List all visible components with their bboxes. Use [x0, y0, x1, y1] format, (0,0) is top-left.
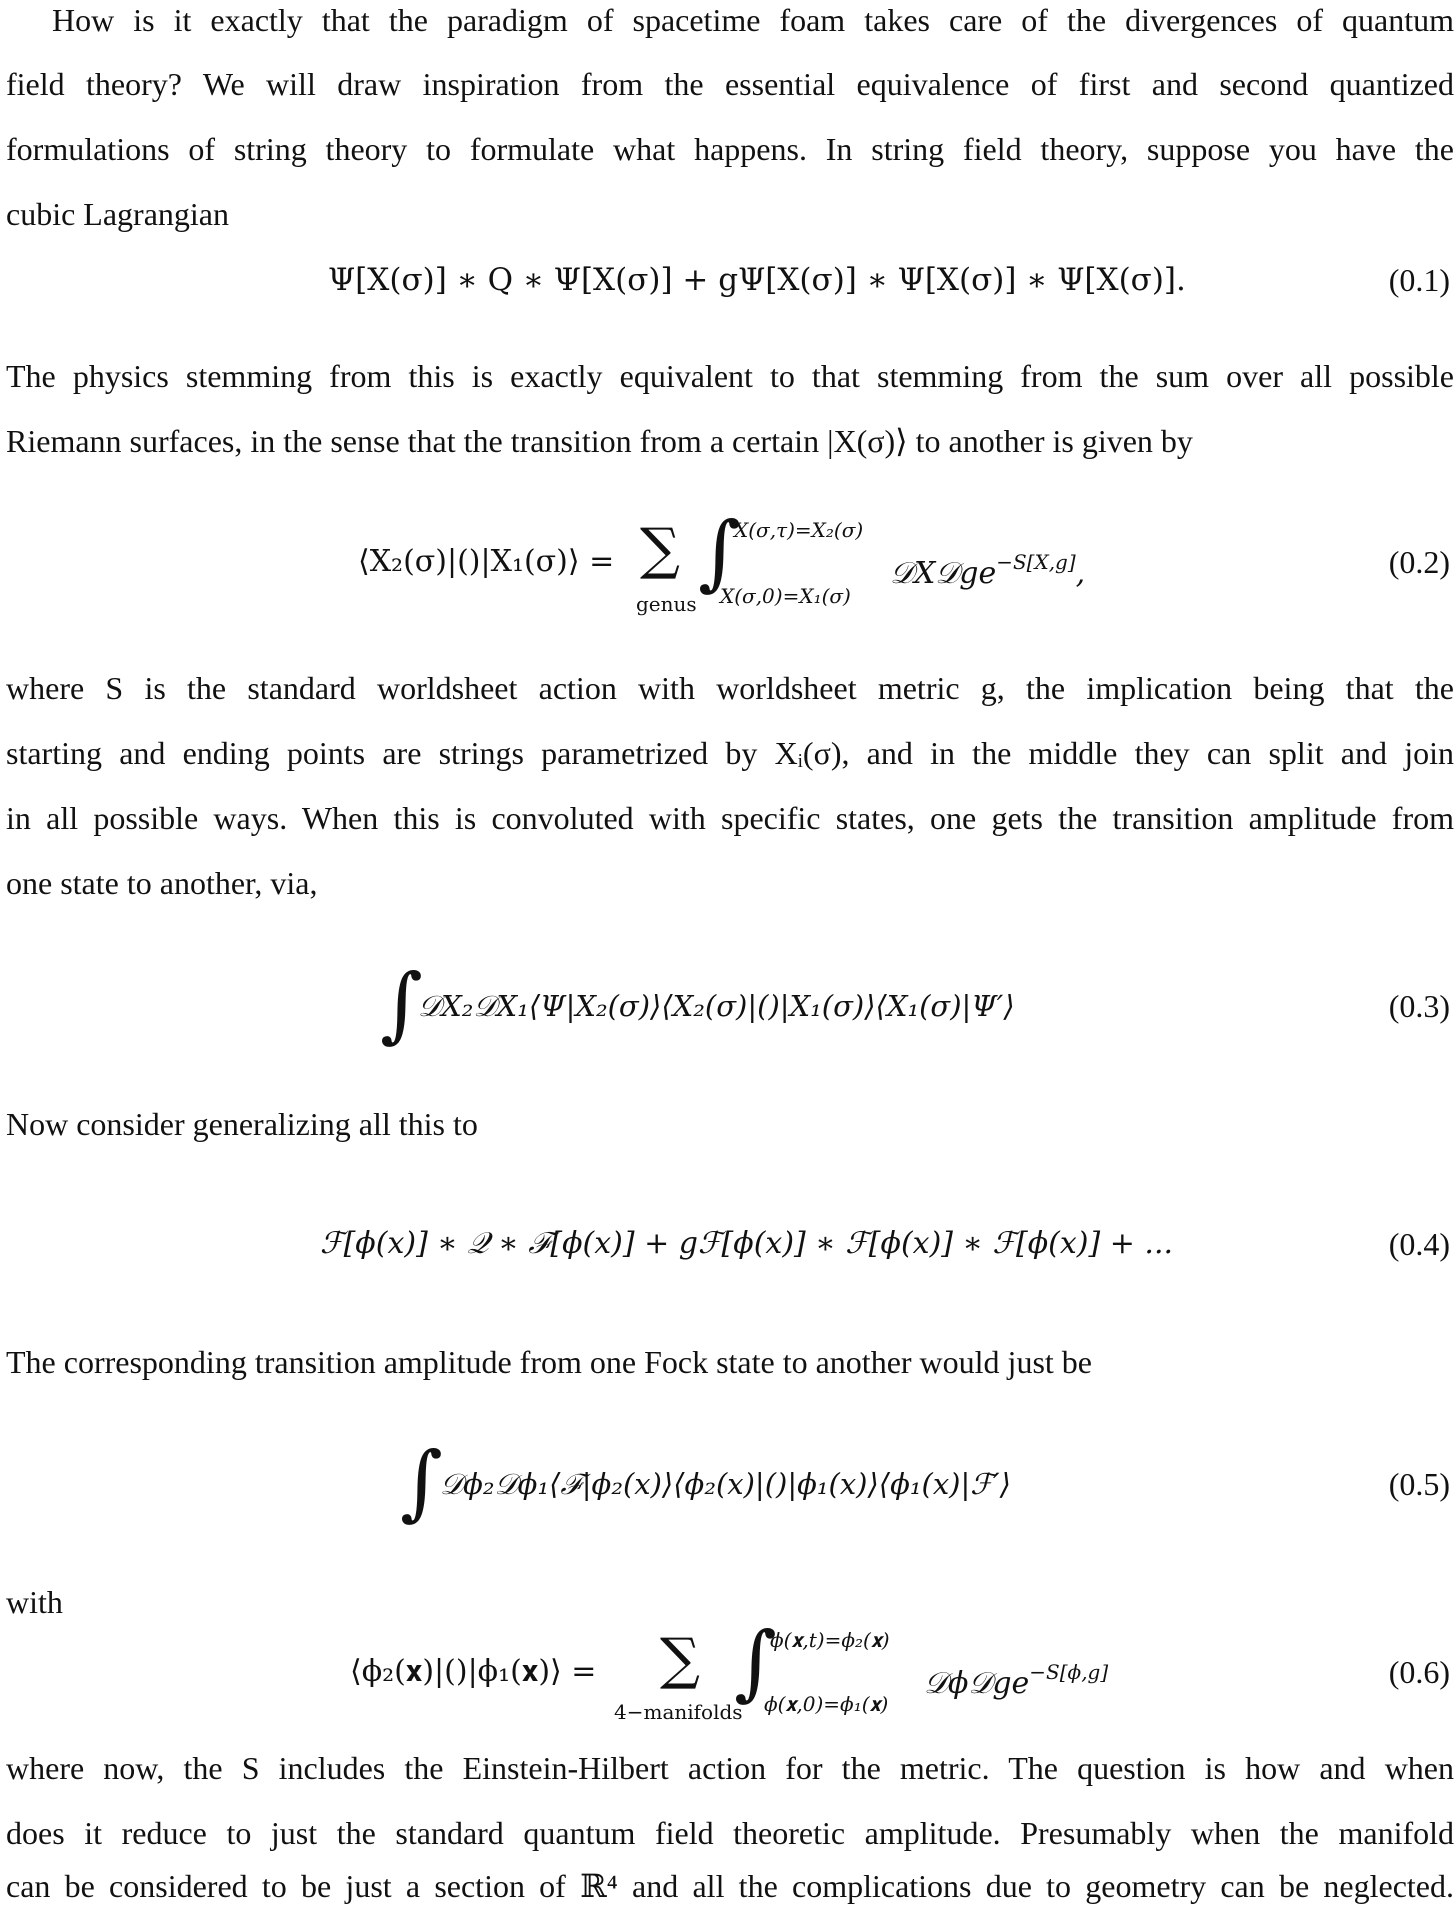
integral-symbol: ∫ [400, 1435, 443, 1530]
text-line-content: cubic Lagrangian [6, 196, 229, 232]
sum-symbol: ∑ [640, 517, 680, 582]
text-line [6, 668, 1454, 708]
text-line-content: Riemann surfaces, in the sense that the transition from a certain |X(σ)⟩ to another is given by [6, 423, 1193, 459]
text-line-content: where S is the standard worldsheet action with worldsheet metric g, the implication being that the [6, 670, 1454, 706]
equation-number: (0.1) [1388, 262, 1450, 298]
equation-number: (0.6) [1388, 1654, 1450, 1690]
text-line [6, 863, 1454, 903]
equation-number: (0.2) [1388, 544, 1450, 580]
integral-upper-limit: X(σ,τ)=X₂(σ) [734, 518, 864, 542]
text-line-content: one state to another, via, [6, 865, 318, 901]
text-line [52, 0, 1454, 40]
integrand-exponent: −S[ϕ,g] [1029, 1660, 1109, 1684]
equation-number: (0.3) [1388, 988, 1450, 1024]
integral-lower-limit: X(σ,0)=X₁(σ) [720, 584, 851, 608]
text-line-content: The corresponding transition amplitude from one Fock state to another would just be [6, 1344, 1092, 1380]
text-line [6, 798, 1454, 838]
sum-subscript: genus [636, 592, 697, 616]
integrand-body: 𝒟ϕ𝒟ge [924, 1666, 1030, 1701]
equation-number: (0.5) [1388, 1466, 1450, 1502]
equation-body: 𝒟ϕ₂𝒟ϕ₁⟨ℱ|ϕ₂(x)⟩⟨ϕ₂(x)|()|ϕ₁(x)⟩⟨ϕ₁(x)|ℱ′⟩ [440, 1467, 1011, 1501]
integral-lower-limit: ϕ(𝐱,0)=ϕ₁(𝐱) [764, 1692, 889, 1716]
text-line [6, 1813, 1454, 1853]
integrand-tail: , [1075, 556, 1086, 591]
text-line [6, 1748, 1454, 1788]
text-line [6, 64, 1454, 104]
text-line-content: How is it exactly that the paradigm of spacetime foam takes care of the divergences of quantum [52, 2, 1454, 38]
paragraph-5 [6, 1342, 1454, 1382]
text-line-content: does it reduce to just the standard quantum field theoretic amplitude. Presumably when the manifold [6, 1815, 1454, 1851]
text-line-content: with [6, 1584, 63, 1620]
integral-symbol: ∫ [380, 957, 423, 1052]
integral-upper-limit: ϕ(𝐱,t)=ϕ₂(𝐱) [770, 1628, 890, 1652]
text-line [6, 733, 1454, 773]
integral-symbol: ∫ [698, 505, 741, 600]
integrand-exponent: −S[X,g] [996, 550, 1076, 574]
equation-integrand [890, 540, 1085, 596]
sum-subscript: 4−manifolds [614, 1700, 743, 1724]
equation-lhs: ⟨X₂(σ)|()|X₁(σ)⟩ = [358, 544, 615, 579]
text-line-content: where now, the S includes the Einstein-Hilbert action for the metric. The question is how and when [6, 1750, 1454, 1786]
paragraph-6 [6, 1582, 1454, 1622]
text-line-content: The physics stemming from this is exactly equivalent to that stemming from the sum over all possible [6, 358, 1454, 394]
text-line-content: field theory? We will draw inspiration from the essential equivalence of first and second quantized [6, 66, 1454, 102]
equation-integrand [924, 1650, 1108, 1706]
text-line [6, 356, 1454, 396]
text-line-content: starting and ending points are strings parametrized by Xᵢ(σ), and in the middle they can split and join [6, 735, 1454, 771]
text-line-content: can be considered to be just a section of ℝ⁴ and all the complications due to geometry can be neglected. [6, 1868, 1454, 1904]
equation-body: 𝒟X₂𝒟X₁⟨Ψ|X₂(σ)⟩⟨X₂(σ)|()|X₁(σ)⟩⟨X₁(σ)|Ψ′⟩ [418, 989, 1015, 1023]
equation-body: Ψ[X(σ)] ∗ Q ∗ Ψ[X(σ)] + gΨ[X(σ)] ∗ Ψ[X(σ)] ∗ Ψ[X(σ)]. [328, 262, 1186, 298]
sum-symbol: ∑ [660, 1627, 700, 1692]
integral-symbol: ∫ [734, 1615, 777, 1710]
equation-number: (0.4) [1388, 1226, 1450, 1262]
text-line [6, 421, 1454, 461]
text-line [6, 129, 1454, 169]
text-line [6, 1866, 1454, 1906]
text-line-content: formulations of string theory to formulate what happens. In string field theory, suppose you have the [6, 131, 1454, 167]
text-line [6, 194, 1454, 234]
text-line-content: Now consider generalizing all this to [6, 1106, 478, 1142]
equation-lhs: ⟨ϕ₂(𝐱)|()|ϕ₁(𝐱)⟩ = [350, 1654, 597, 1689]
text-line-content: in all possible ways. When this is convoluted with specific states, one gets the transition amplitude from [6, 800, 1454, 836]
paragraph-4 [6, 1104, 1454, 1144]
integrand-body: 𝒟X𝒟ge [890, 556, 997, 591]
equation-body: ℱ[ϕ(x)] ∗ 𝒬 ∗ ℱ[ϕ(x)] + gℱ[ϕ(x)] ∗ ℱ[ϕ(x)] ∗ ℱ[ϕ(x)] + ... [320, 1226, 1174, 1261]
